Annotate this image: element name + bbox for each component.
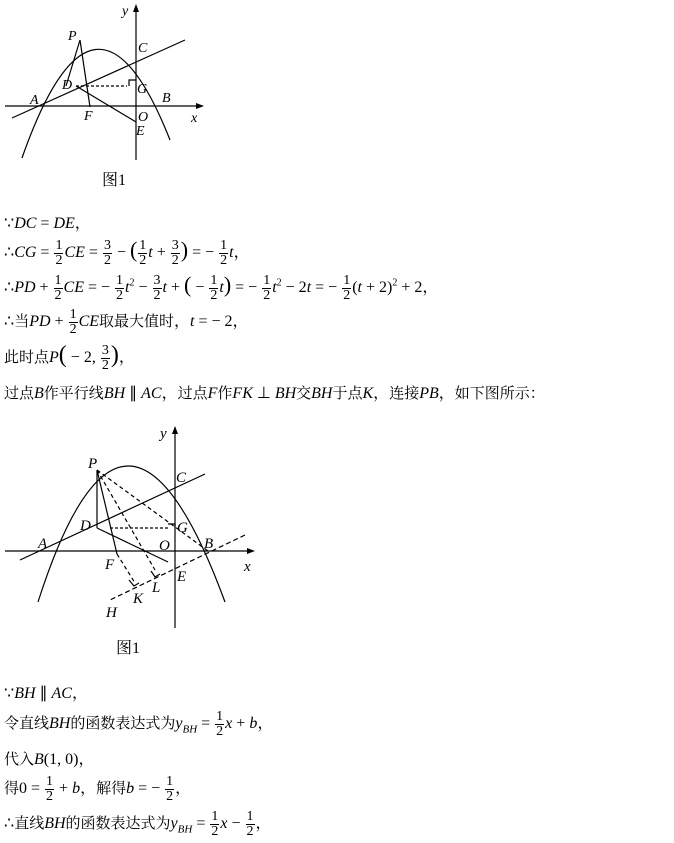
label-a: A [30, 93, 39, 108]
line-dc-eq-de: ∵DC = DE， [4, 215, 91, 232]
label-e: E [136, 124, 145, 139]
line-pd-sum: ∴PD + $\frac{1}{2}$ CE = − $\frac{1}{2}$ $t^2$ − $\frac{3}{2}$ t + ( − $\frac{1}{2}$ t) = − $\frac{1}{2}$ $t^2 - 2t$ = − $\frac{1}{2}$ $(t + 2)^2 + 2$， [4, 272, 439, 303]
label-o: O [138, 110, 149, 125]
figure-2-caption: 图1 [116, 640, 141, 657]
line-ac [20, 474, 205, 560]
line-bh [110, 535, 245, 600]
segment-fk [117, 554, 135, 583]
line-cg: ∴CG = $\frac{1}{2}$ CE = $\frac{3}{2}$ − ( $\frac{1}{2}$ t + $\frac{3}{2}$ ) = − $\frac{1}{2}$ t， [4, 237, 250, 268]
label-e: E [177, 569, 187, 585]
label-d: D [62, 78, 73, 93]
label-l: L [152, 580, 161, 596]
label-b: B [162, 91, 171, 106]
label-x: x [191, 111, 198, 126]
label-y: y [160, 426, 167, 442]
figure-2-diagram [0, 420, 270, 635]
label-p: P [68, 29, 77, 44]
label-h: H [106, 605, 117, 621]
label-d: D [80, 518, 91, 534]
right-angle-mark [129, 80, 136, 86]
figure-1-caption: 图1 [102, 172, 127, 189]
label-f: F [105, 557, 115, 573]
line-max-condition: ∴当PD + $\frac{1}{2}$ CE取最大值时，t = − 2， [4, 307, 249, 337]
label-p: P [88, 456, 98, 472]
label-f: F [84, 109, 93, 124]
label-a: A [38, 536, 48, 552]
label-y: y [122, 4, 129, 19]
right-angle-mark [168, 524, 175, 528]
label-c: C [176, 470, 187, 486]
right-angle-mark-l [151, 571, 160, 577]
figure-1-diagram [0, 0, 220, 165]
label-k: K [133, 591, 144, 607]
line-bh-parallel: ∵BH ∥ AC， [4, 685, 88, 702]
label-x: x [244, 559, 251, 575]
segment-pf [80, 40, 90, 107]
label-g: G [177, 520, 188, 536]
line-bh-final: ∴直线BH的函数表达式为$y_{BH}$ = $\frac{1}{2}$ x − $\frac{1}{2}$ ， [4, 809, 272, 839]
line-construction: 过点B作平行线BH ∥ AC，过点F作FK ⊥ BH交BH于点K，连接PB，如下图所示： [4, 384, 545, 402]
line-solve-b: 得0 = $\frac{1}{2}$ + b，解得b = − $\frac{1}{2}$ ， [4, 774, 192, 804]
line-point-p: 此时点P( − 2, $\frac{3}{2}$ )， [4, 342, 135, 373]
label-g: G [137, 82, 148, 97]
label-o: O [159, 538, 170, 554]
line-substitute-b: 代入B(1, 0)， [4, 750, 95, 768]
label-c: C [138, 41, 148, 56]
parabola [38, 466, 225, 602]
label-b: B [204, 536, 214, 552]
line-bh-expression: 令直线BH的函数表达式为$y_{BH}$ = $\frac{1}{2}$ x + b， [4, 709, 274, 739]
